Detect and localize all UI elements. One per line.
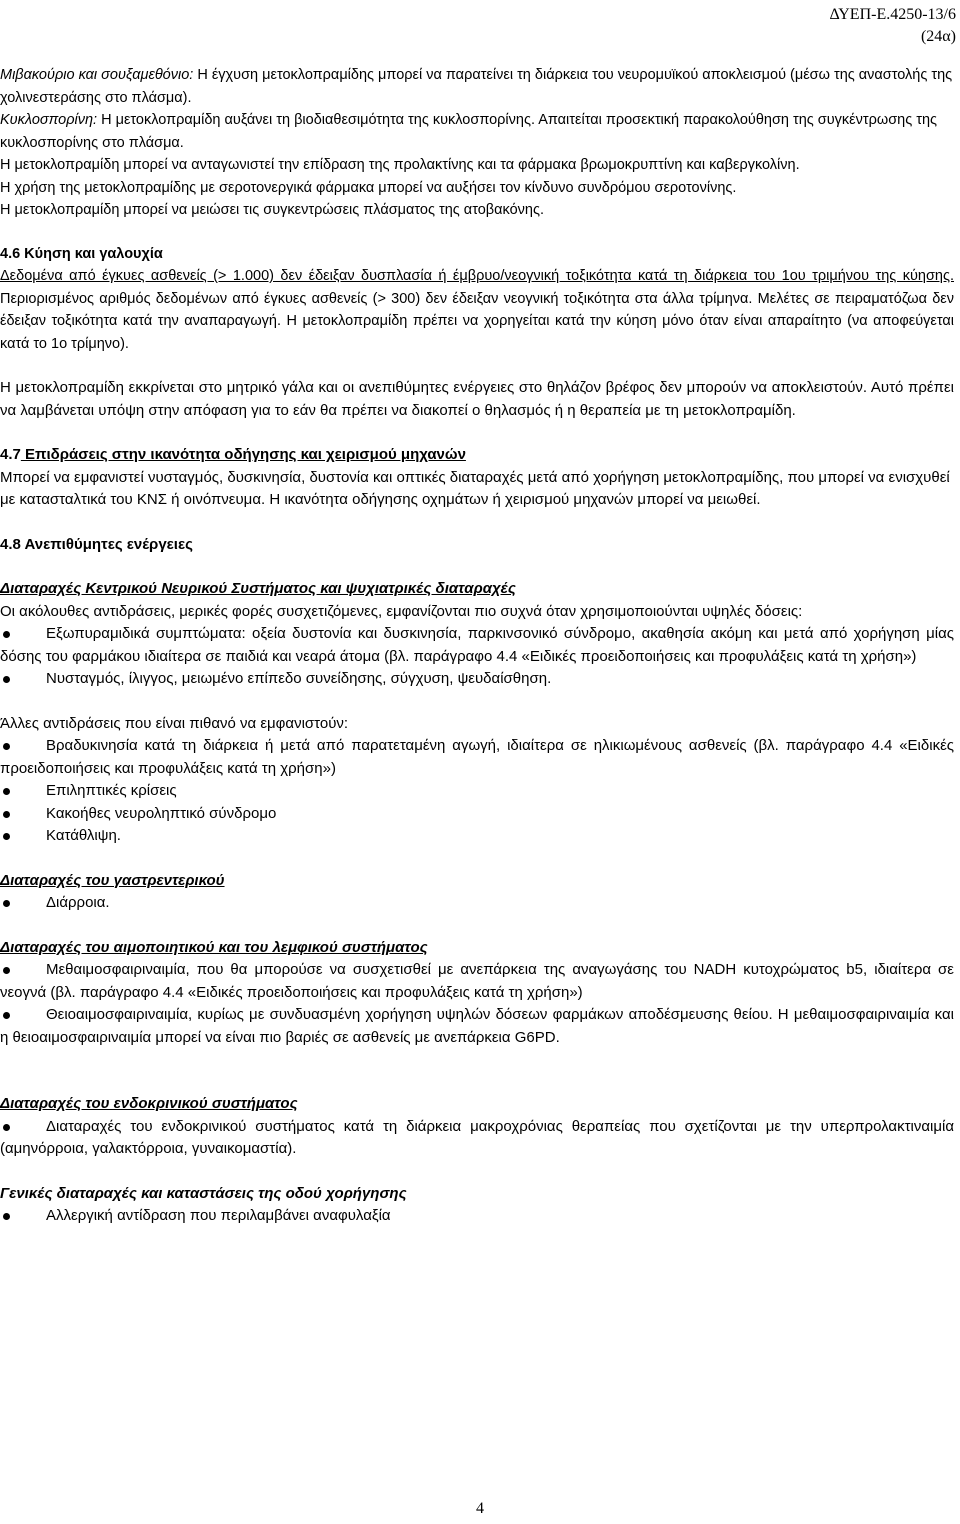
page-content xyxy=(0,64,954,1228)
list-item: Θειοαιμοσφαιριναιμία, κυρίως με συνδυασμένη χορήγηση υψηλών δόσεων φαρμάκων αποδέσμευσης θείου. Η μεθαιμοσφαιριναιμία και η θειοαιμοσφαιριναιμία μπορεί να είναι πιο βαριές σε ασθενείς με ανεπάρκεια G6PD. xyxy=(0,1004,954,1049)
section-heading: 4.6 Κύηση και γαλουχία xyxy=(0,245,163,262)
lactation-paragraph: Η μετοκλοπραμίδη εκκρίνεται στο μητρικό γάλα και οι ανεπιθύμητες ενέργειες στο θηλάζον βρέφος δεν μπορούν να αποκλειστούν. Αυτό πρέπει να λαμβάνεται υπόψη στην απόφαση για το εάν θα πρέπει να διακοπεί ο θηλασμός ή η θεραπεία με τη μετοκλοπραμίδη. xyxy=(0,379,954,419)
section-4-8 xyxy=(0,534,954,1228)
list-item: Διάρροια. xyxy=(0,892,954,915)
list-item: Μεθαιμοσφαιριναιμία, που θα μπορούσε να συσχετισθεί με ανεπάρκεια της αναγωγάσης του NADH κυτοχρώματος b5, ιδιαίτερα σε νεογνά (βλ. παράγραφο 4.4 «Ειδικές προειδοποιήσεις και προφυλάξεις κατά τη χρήση») xyxy=(0,959,954,1004)
gi-subheading: Διαταραχές του γαστρεντερικού xyxy=(0,871,225,889)
section-heading: 4.8 Ανεπιθύμητες ενέργειες xyxy=(0,535,193,553)
general-subheading: Γενικές διαταραχές και καταστάσεις της οδού χορήγησης xyxy=(0,1184,407,1202)
interaction-paragraph: Η μετοκλοπραμίδη μπορεί να μειώσει τις συγκεντρώσεις πλάσματος της ατοβακόνης. xyxy=(0,202,544,218)
section-4-6 xyxy=(0,243,954,356)
document-subcode: (24α) xyxy=(920,28,956,45)
list-item: Αλλεργική αντίδραση που περιλαμβάνει αναφυλαξία xyxy=(0,1205,954,1228)
section-4-7 xyxy=(0,444,954,512)
list-item: Κακοήθες νευροληπτικό σύνδρομο xyxy=(0,803,954,826)
section-heading: 4.7 Επιδράσεις στην ικανότητα οδήγησης και χειρισμού μηχανών xyxy=(0,446,466,463)
driving-paragraph: Μπορεί να εμφανιστεί νυσταγμός, δυσκινησία, δυστονία και οπτικές διαταραχές μετά από χορήγηση μετοκλοπραμίδης, που μπορεί να ενισχυθεί με κατασταλτικά του ΚΝΣ ή οινόπνευμα. Η ικανότητα οδήγησης οχημάτων ή χειρισμού μηχανών μπορεί να μειωθεί. xyxy=(0,468,950,508)
document-code: ΔΥΕΠ-Ε.4250-13/6 xyxy=(829,6,956,23)
interaction-paragraph: Κυκλοσπορίνη: Η μετοκλοπραμίδη αυξάνει τη βιοδιαθεσιμότητα της κυκλοσπορίνης. Απαιτείται προσεκτική παρακολούθηση της συγκέντρωσης της κυκλοσπορίνης στο πλάσμα. xyxy=(0,112,938,151)
list-item: Κατάθλιψη. xyxy=(0,825,954,848)
page-number: 4 xyxy=(476,1500,484,1517)
list-item: Επιληπτικές κρίσεις xyxy=(0,780,954,803)
interaction-paragraph: Η χρήση της μετοκλοπραμίδης με σεροτονεργικά φάρμακα μπορεί να αυξήσει τον κίνδυνο συνδρόμου σεροτονίνης. xyxy=(0,179,737,196)
interaction-paragraph: Μιβακούριο και σουξαμεθόνιο: Η έγχυση μετοκλοπραμίδης μπορεί να παρατείνει τη διάρκεια του νευρομυϊκού αποκλεισμού (μέσω της αναστολής της χολινεστεράσης στο πλάσμα). xyxy=(0,67,953,106)
list-item: Διαταραχές του ενδοκρινικού συστήματος κατά τη διάρκεια μακροχρόνιας θεραπείας που σχετίζονται με την υπερπρολακτιναιμία (αμηνόρροια, γαλακτόρροια, γυναικομαστία). xyxy=(0,1116,954,1161)
other-intro: Άλλες αντιδράσεις που είναι πιθανό να εμφανιστούν: xyxy=(0,714,349,732)
interactions-block xyxy=(0,64,954,222)
interaction-paragraph: Η μετοκλοπραμίδη μπορεί να ανταγωνιστεί την επίδραση της προλακτίνης και τα φάρμακα βρωμοκρυπτίνη και καβεργκολίνη. xyxy=(0,157,800,173)
blood-subheading: Διαταραχές του αιμοποιητικού και του λεμφικού συστήματος xyxy=(0,938,428,956)
endo-subheading: Διαταραχές του ενδοκρινικού συστήματος xyxy=(0,1095,298,1112)
cns-intro: Οι ακόλουθες αντιδράσεις, μερικές φορές συσχετιζόμενες, εμφανίζονται πιο συχνά όταν χρησιμοποιούνται υψηλές δόσεις: xyxy=(0,602,803,620)
list-item: Νυσταγμός, ίλιγγος, μειωμένο επίπεδο συνείδησης, σύγχυση, ψευδαίσθηση. xyxy=(0,668,954,691)
pregnancy-paragraph: Δεδομένα από έγκυες ασθενείς (> 1.000) δεν έδειξαν δυσπλασία ή έμβρυο/νεογνική τοξικότητα κατά τη διάρκεια του 1ου τριμήνου της κύησης. Περιορισμένος αριθμός δεδομένων από έγκυες ασθενείς (> 300) δεν έδειξαν νεογνική τοξικότητα στα άλλα τρίμηνα. Μελέτες σε πειραματόζωα δεν έδειξαν τοξικότητα κατά την αναπαραγωγή. Η μετοκλοπραμίδη πρέπει να χορηγείται κατά την κύηση μόνο όταν είναι απαραίτητο (να αποφεύγεται κατά το 1ο τρίμηνο). xyxy=(0,268,954,352)
list-item: Βραδυκινησία κατά τη διάρκεια ή μετά από παρατεταμένη αγωγή, ιδιαίτερα σε ηλικιωμένους ασθενείς (βλ. παράγραφο 4.4 «Ειδικές προειδοποιήσεις και προφυλάξεις κατά τη χρήση») xyxy=(0,735,954,780)
cns-subheading: Διαταραχές Κεντρικού Νευρικού Συστήματος και ψυχιατρικές διαταραχές xyxy=(0,580,516,597)
document-header xyxy=(829,4,956,48)
list-item: Εξωπυραμιδικά συμπτώματα: οξεία δυστονία και δυσκινησία, παρκινσονικό σύνδρομο, ακαθησία ακόμη και μετά από χορήγηση μίας δόσης του φαρμάκου ιδιαίτερα σε παιδιά και νεαρά άτομα (βλ. παράγραφο 4.4 «Ειδικές προειδοποιήσεις και προφυλάξεις κατά τη χρήση») xyxy=(0,623,954,668)
